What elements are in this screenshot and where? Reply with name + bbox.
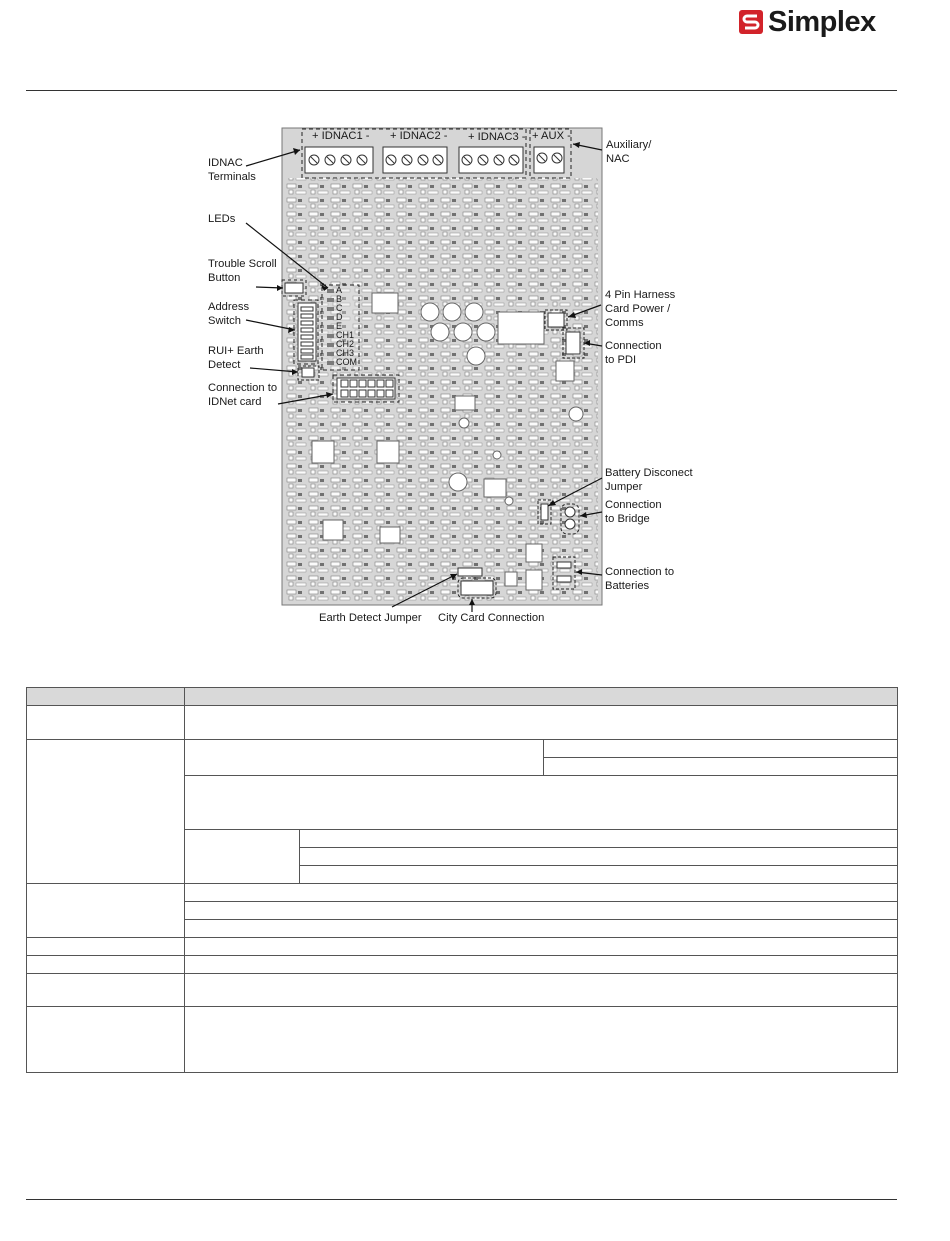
led-label-e: E [336, 321, 343, 331]
callout-rui-earth-detect: RUI+ Earth Detect [208, 345, 264, 371]
terminal-label-idnac3: + IDNAC3 - [468, 131, 526, 143]
callout-idnet-connection: Connection to IDNet card [208, 382, 278, 408]
table-row [27, 740, 898, 758]
table-row [27, 938, 898, 956]
table-header-row [27, 688, 898, 706]
led-labels [336, 286, 357, 367]
terminal-label-aux: + AUX - [532, 130, 571, 142]
callout-battery-jumper: Battery Disconect Jumper [605, 467, 693, 493]
table-row [27, 706, 898, 740]
led-label-c: C [336, 303, 343, 313]
callout-idnac-terminals: IDNAC Terminals [208, 157, 256, 183]
callout-auxiliary-nac: Auxiliary/ NAC [606, 139, 652, 165]
led-label-ch2: CH2 [336, 339, 355, 349]
led-label-ch1: CH1 [336, 330, 355, 340]
table-row [27, 956, 898, 974]
footer-rule [26, 1199, 897, 1200]
terminal-label-idnac2: + IDNAC2 - [390, 130, 448, 142]
led-label-ch3: CH3 [336, 348, 355, 358]
callout-trouble-scroll-button: Trouble Scroll Button [208, 258, 277, 284]
specifications-table [26, 687, 898, 1073]
callout-earth-detect-jumper: Earth Detect Jumper [319, 612, 422, 624]
callout-connection-pdi: Connection to PDI [605, 340, 662, 366]
led-label-b: B [336, 294, 343, 304]
terminal-label-idnac1: + IDNAC1 - [312, 130, 370, 142]
table-header-cell [27, 688, 185, 706]
led-label-com: COM [336, 357, 357, 367]
callout-connection-bridge: Connection to Bridge [605, 499, 662, 525]
callout-connection-batteries: Connection to Batteries [605, 566, 675, 592]
address-switch [298, 303, 316, 361]
table-row [27, 884, 898, 902]
led-label-d: D [336, 312, 343, 322]
callout-city-card-connection: City Card Connection [438, 612, 545, 624]
led-label-a: A [336, 285, 343, 295]
table-row [27, 974, 898, 1007]
table-header-cell [185, 688, 898, 706]
brand-name: Simplex [768, 5, 876, 38]
callout-leds: LEDs [208, 213, 236, 225]
callout-address-switch: Address Switch [208, 301, 250, 327]
callout-4pin-harness: 4 Pin Harness Card Power / Comms [605, 289, 676, 329]
table-row [27, 1007, 898, 1073]
